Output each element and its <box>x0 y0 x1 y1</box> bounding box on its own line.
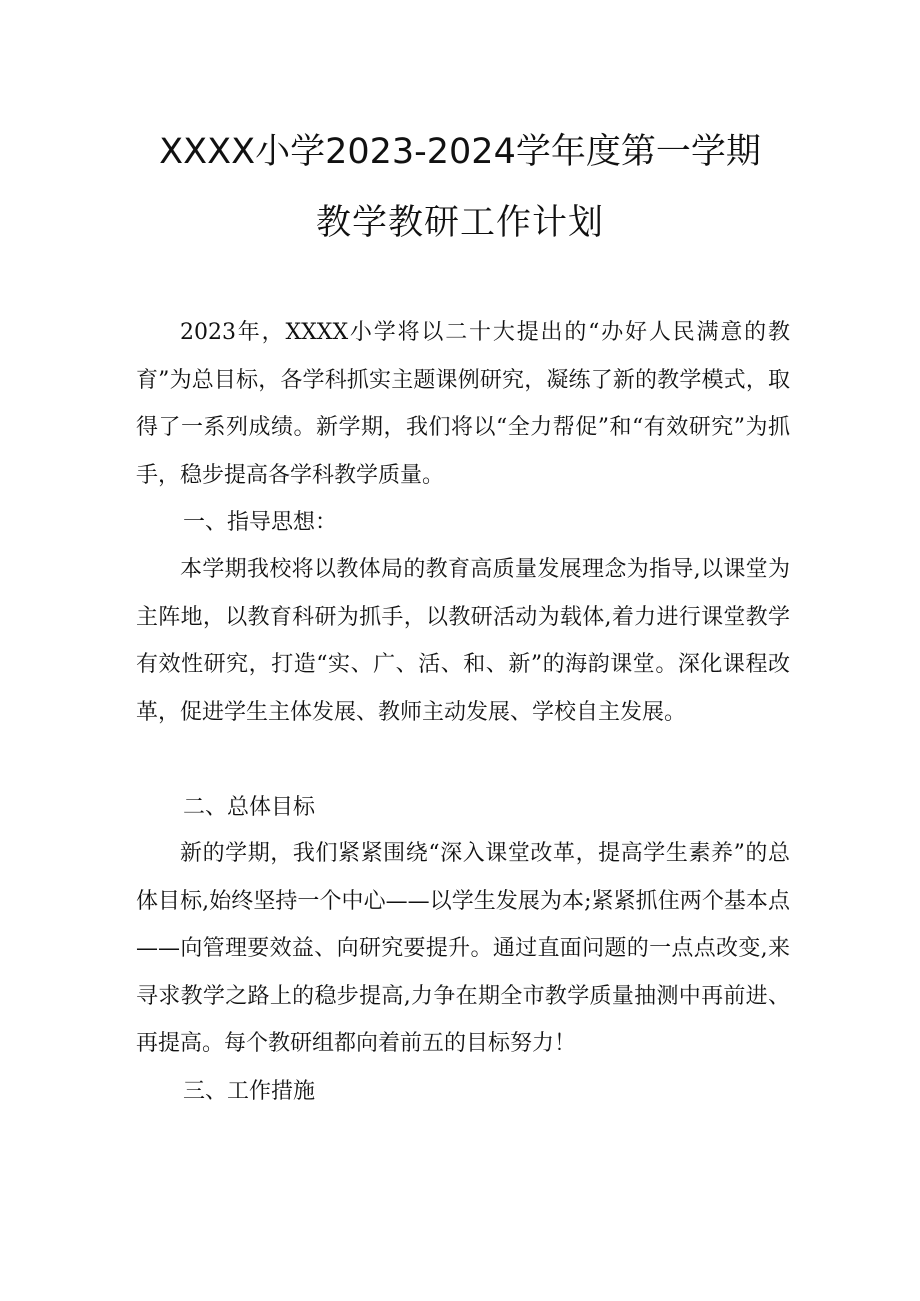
intro-paragraph: 2023年，XXXX小学将以二十大提出的“办好人民满意的教育”为总目标，各学科抓实主题课例研究，凝练了新的教学模式，取得了一系列成绩。新学期，我们将以“全力帮促”和“有效研究”为抓手，稳步提高各学科教学质量。 <box>136 320 790 488</box>
section-heading-guiding-thought: 一、指导思想： <box>183 510 338 535</box>
document-title-line-1: XXXX小学2023-2024学年度第一学期 <box>159 132 761 172</box>
document-title-line-2: 教学教研工作计划 <box>315 203 604 243</box>
section-heading-work-measures: 三、工作措施 <box>183 1079 316 1104</box>
section-heading-overall-goal: 二、总体目标 <box>183 795 316 820</box>
guiding-thought-paragraph: 本学期我校将以教体局的教育高质量发展理念为指导,以课堂为主阵地，以教育科研为抓手，以教研活动为载体,着力进行课堂教学有效性研究，打造“实、广、活、和、新”的海韵课堂。深化课程改革，促进学生主体发展、教师主动发展、学校自主发展。 <box>136 557 790 725</box>
overall-goal-paragraph: 新的学期，我们紧紧围绕“深入课堂改革，提高学生素养”的总体目标,始终坚持一个中心——以学生发展为本;紧紧抓住两个基本点——向管理要效益、向研究要提升。通过直面问题的一点点改变,来寻求教学之路上的稳步提高,力争在期全市教学质量抽测中再前进、再提高。每个教研组都向着前五的目标努力！ <box>136 841 790 1056</box>
